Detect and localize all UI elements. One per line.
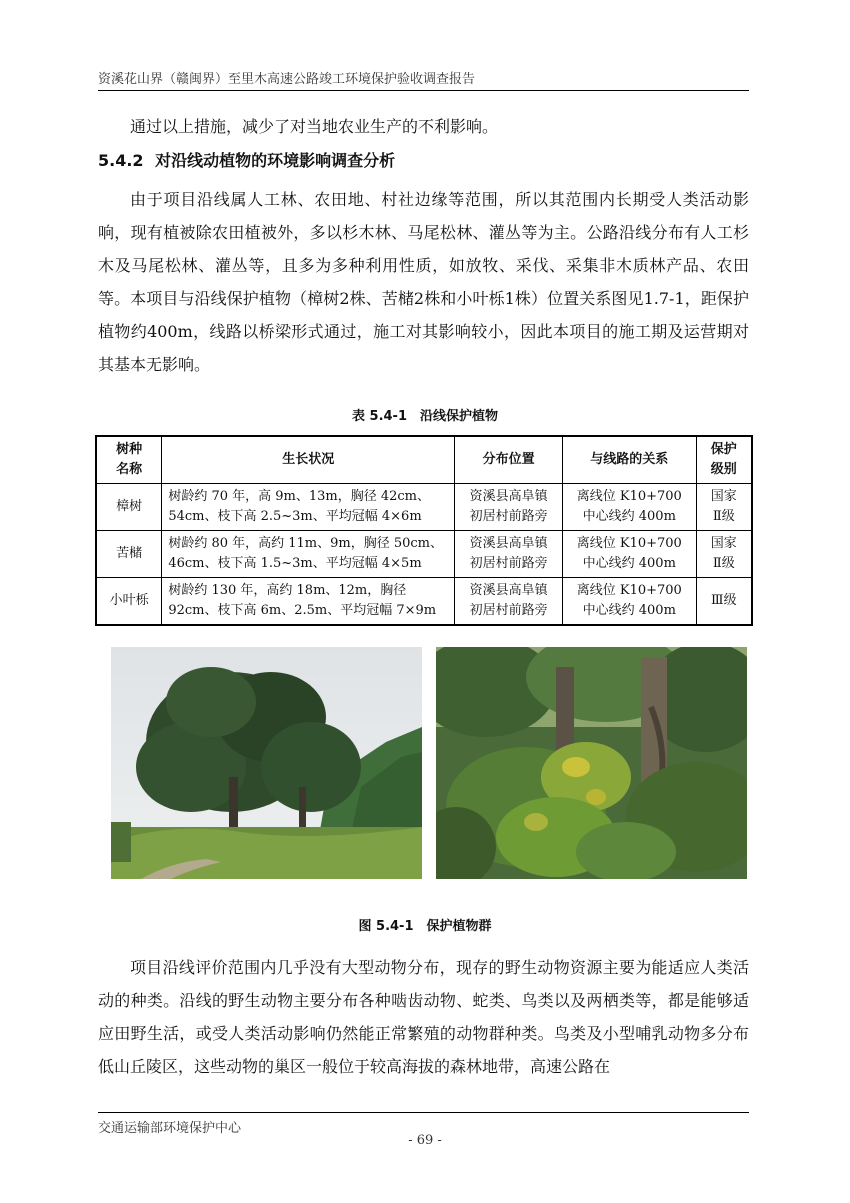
running-header: 资溪花山界（赣闽界）至里木高速公路竣工环境保护验收调查报告 xyxy=(98,72,476,87)
cell-location-line1: 资溪县高阜镇 xyxy=(469,489,548,504)
cell-location xyxy=(455,484,563,531)
header-level-line2: 级别 xyxy=(710,462,737,477)
table-row xyxy=(96,578,752,626)
header-location: 分布位置 xyxy=(455,436,563,484)
cell-species: 樟树 xyxy=(96,484,162,531)
cell-location xyxy=(455,578,563,626)
cell-relation-line1: 离线位 K10+700 xyxy=(576,583,682,598)
photo-tall-trees-image xyxy=(111,647,422,879)
cell-location xyxy=(455,531,563,578)
cell-relation xyxy=(562,531,696,578)
section-title: 对沿线动植物的环境影响调查分析 xyxy=(155,151,396,170)
header-species-line1: 树种 xyxy=(116,442,143,457)
cell-location-line2: 初居村前路旁 xyxy=(469,509,548,524)
cell-relation xyxy=(562,484,696,531)
section-number: 5.4.2 xyxy=(98,151,144,170)
cell-level xyxy=(696,484,752,531)
footer-rule xyxy=(98,1112,749,1113)
cell-level xyxy=(696,531,752,578)
cell-location-line1: 资溪县高阜镇 xyxy=(469,583,548,598)
photo-forest-undergrowth-image xyxy=(436,647,747,879)
cell-relation-line1: 离线位 K10+700 xyxy=(576,536,682,551)
protected-plants-table xyxy=(95,435,753,626)
cell-location-line2: 初居村前路旁 xyxy=(469,603,548,618)
cell-relation-line2: 中心线约 400m xyxy=(582,556,676,571)
cell-growth: 树龄约 80 年，高约 11m、9m，胸径 50cm、46cm、枝下高 1.5~3m、平均冠幅 4×5m xyxy=(162,531,455,578)
cell-location-line1: 资溪县高阜镇 xyxy=(469,536,548,551)
header-species-line2: 名称 xyxy=(116,462,143,477)
photo-tall-trees xyxy=(111,647,422,879)
header-level-line1: 保护 xyxy=(710,442,737,457)
page-number: - 69 - xyxy=(408,1133,442,1148)
cell-level-line1: 国家 xyxy=(710,489,737,504)
header-relation: 与线路的关系 xyxy=(562,436,696,484)
footer-org: 交通运输部环境保护中心 xyxy=(98,1121,242,1136)
cell-relation-line2: 中心线约 400m xyxy=(582,509,676,524)
section-heading xyxy=(98,148,395,171)
cell-level: Ⅲ级 xyxy=(696,578,752,626)
photo-forest-undergrowth xyxy=(436,647,747,879)
intro-line: 通过以上措施，减少了对当地农业生产的不利影响。 xyxy=(130,117,499,136)
cell-growth: 树龄约 130 年，高约 18m、12m，胸径 92cm、枝下高 6m、2.5m、平均冠幅 7×9m xyxy=(162,578,455,626)
header-rule xyxy=(98,90,749,91)
cell-level-line1: 国家 xyxy=(710,536,737,551)
header-species xyxy=(96,436,162,484)
paragraph-animals: 项目沿线评价范围内几乎没有大型动物分布，现存的野生动物资源主要为能适应人类活动的种类。沿线的野生动物主要分布各种啮齿动物、蛇类、鸟类以及两栖类等，都是能够适应田野生活，或受人类活动影响仍然能正常繁殖的动物群种类。鸟类及小型哺乳动物多分布低山丘陵区，这些动物的巢区一般位于较高海拔的森林地带，高速公路在 xyxy=(98,958,749,1076)
header-level xyxy=(696,436,752,484)
cell-relation xyxy=(562,578,696,626)
cell-species: 苦槠 xyxy=(96,531,162,578)
cell-species: 小叶栎 xyxy=(96,578,162,626)
cell-location-line2: 初居村前路旁 xyxy=(469,556,548,571)
cell-level-line2: Ⅱ级 xyxy=(712,509,735,524)
table-row xyxy=(96,484,752,531)
paragraph-plants: 由于项目沿线属人工林、农田地、村社边缘等范围，所以其范围内长期受人类活动影响，现有植被除农田植被外，多以杉木林、马尾松林、灌丛等为主。公路沿线分布有人工杉木及马尾松林、灌丛等，且多为多种利用性质，如放牧、采伐、采集非木质林产品、农田等。本项目与沿线保护植物（樟树2株、苦槠2株和小叶栎1株）位置关系图见1.7-1，距保护植物约400m，线路以桥梁形式通过，施工对其影响较小，因此本项目的施工期及运营期对其基本无影响。 xyxy=(98,190,749,374)
table-header-row xyxy=(96,436,752,484)
cell-growth: 树龄约 70 年，高 9m、13m，胸径 42cm、54cm、枝下高 2.5~3m、平均冠幅 4×6m xyxy=(162,484,455,531)
header-growth: 生长状况 xyxy=(162,436,455,484)
figure-caption: 图 5.4-1 保护植物群 xyxy=(358,919,492,934)
table-row xyxy=(96,531,752,578)
cell-relation-line1: 离线位 K10+700 xyxy=(576,489,682,504)
table-caption: 表 5.4-1 沿线保护植物 xyxy=(352,409,498,424)
cell-relation-line2: 中心线约 400m xyxy=(582,603,676,618)
cell-level-line2: Ⅱ级 xyxy=(712,556,735,571)
